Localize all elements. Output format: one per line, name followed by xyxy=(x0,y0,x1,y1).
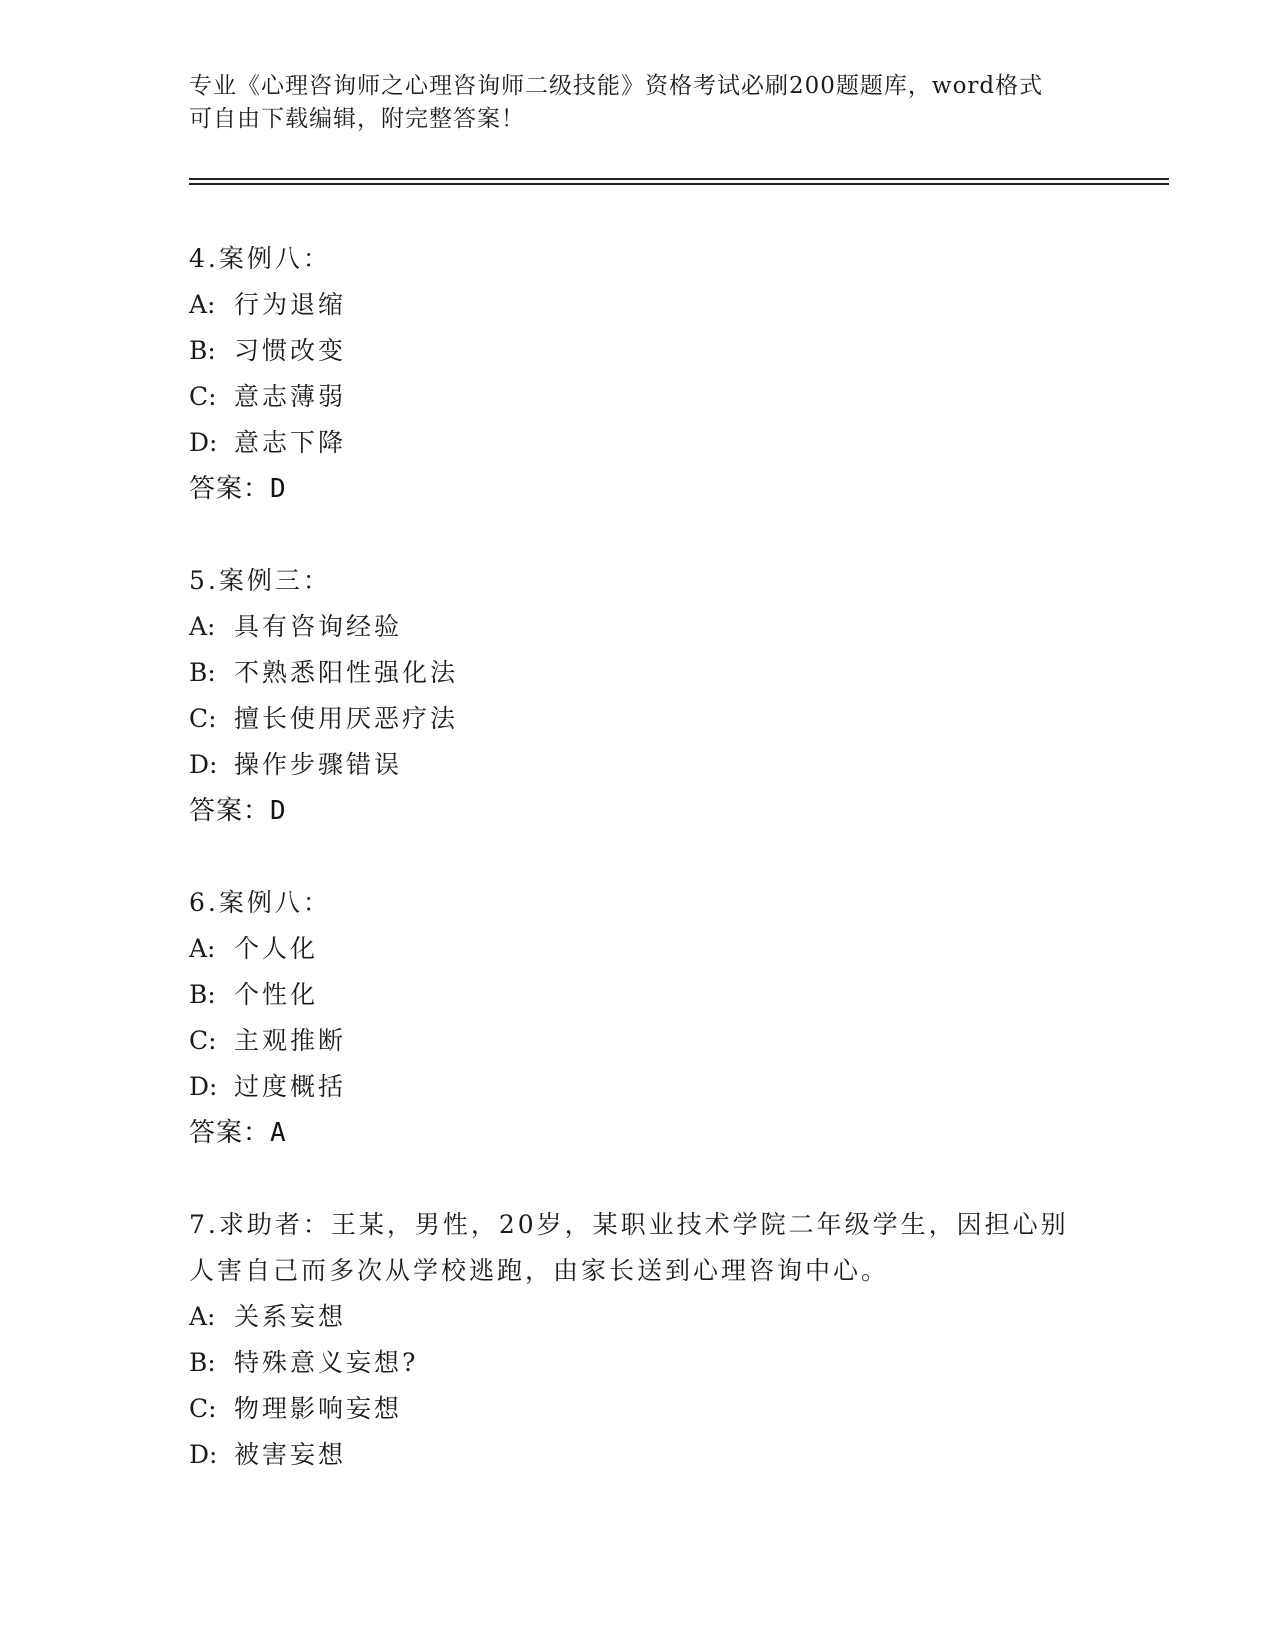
option-key: D: xyxy=(189,1440,218,1469)
header-line-2: 可自由下载编辑，附完整答案！ xyxy=(189,106,525,132)
option-b xyxy=(189,328,1089,374)
option-c xyxy=(189,696,1089,742)
answer-line xyxy=(189,466,1089,512)
option-key: B: xyxy=(189,1348,216,1377)
option-d xyxy=(189,420,1089,466)
option-text: 特殊意义妄想? xyxy=(234,1348,419,1377)
document-header xyxy=(189,70,1069,136)
option-b xyxy=(189,1340,1089,1386)
option-text: 关系妄想 xyxy=(234,1302,347,1331)
option-key: C: xyxy=(189,1394,217,1423)
option-b xyxy=(189,972,1089,1018)
option-d xyxy=(189,742,1089,788)
option-a xyxy=(189,604,1089,650)
option-text: 意志下降 xyxy=(234,428,347,457)
option-key: B: xyxy=(189,336,216,365)
answer-value: D xyxy=(270,474,287,504)
question-block xyxy=(189,880,1089,1156)
question-block xyxy=(189,1202,1089,1478)
option-b xyxy=(189,650,1089,696)
option-text: 意志薄弱 xyxy=(234,382,347,411)
question-block xyxy=(189,558,1089,834)
header-divider-bottom xyxy=(189,183,1169,185)
question-stem: 5.案例三： xyxy=(189,566,331,595)
option-key: D: xyxy=(189,1072,218,1101)
option-text: 习惯改变 xyxy=(234,336,347,365)
option-text: 擅长使用厌恶疗法 xyxy=(234,704,459,733)
option-d xyxy=(189,1064,1089,1110)
option-c xyxy=(189,374,1089,420)
option-key: A: xyxy=(189,290,216,319)
option-key: A: xyxy=(189,1302,216,1331)
option-key: D: xyxy=(189,428,218,457)
answer-line xyxy=(189,788,1089,834)
option-a xyxy=(189,1294,1089,1340)
option-text: 个人化 xyxy=(234,934,319,963)
option-key: D: xyxy=(189,750,218,779)
answer-line xyxy=(189,1110,1089,1156)
header-divider-top xyxy=(189,178,1169,180)
header-line-1: 专业《心理咨询师之心理咨询师二级技能》资格考试必刷200题题库，word格式 xyxy=(189,73,1044,99)
option-key: C: xyxy=(189,382,217,411)
option-text: 行为退缩 xyxy=(234,290,347,319)
question-block xyxy=(189,236,1089,512)
answer-label: 答案： xyxy=(189,474,271,504)
option-text: 物理影响妄想 xyxy=(234,1394,403,1423)
option-key: A: xyxy=(189,612,216,641)
answer-value: D xyxy=(270,796,287,826)
option-d xyxy=(189,1432,1089,1478)
option-key: B: xyxy=(189,980,216,1009)
answer-label: 答案： xyxy=(189,796,271,826)
option-text: 主观推断 xyxy=(234,1026,347,1055)
option-key: B: xyxy=(189,658,216,687)
option-text: 过度概括 xyxy=(234,1072,347,1101)
question-stem: 4.案例八： xyxy=(189,244,331,273)
option-a xyxy=(189,926,1089,972)
option-text: 不熟悉阳性强化法 xyxy=(234,658,459,687)
question-stem: 6.案例八： xyxy=(189,888,331,917)
question-stem: 7.求助者：王某，男性，20岁，某职业技术学院二年级学生，因担心别人害自己而多次从学校逃跑，由家长送到心理咨询中心。 xyxy=(189,1210,1069,1285)
answer-label: 答案： xyxy=(189,1118,271,1148)
option-c xyxy=(189,1386,1089,1432)
option-c xyxy=(189,1018,1089,1064)
option-text: 个性化 xyxy=(234,980,319,1009)
option-key: C: xyxy=(189,1026,217,1055)
option-text: 操作步骤错误 xyxy=(234,750,403,779)
option-text: 具有咨询经验 xyxy=(234,612,403,641)
option-key: A: xyxy=(189,934,216,963)
answer-value: A xyxy=(270,1118,287,1148)
option-a xyxy=(189,282,1089,328)
option-key: C: xyxy=(189,704,217,733)
option-text: 被害妄想 xyxy=(234,1440,347,1469)
